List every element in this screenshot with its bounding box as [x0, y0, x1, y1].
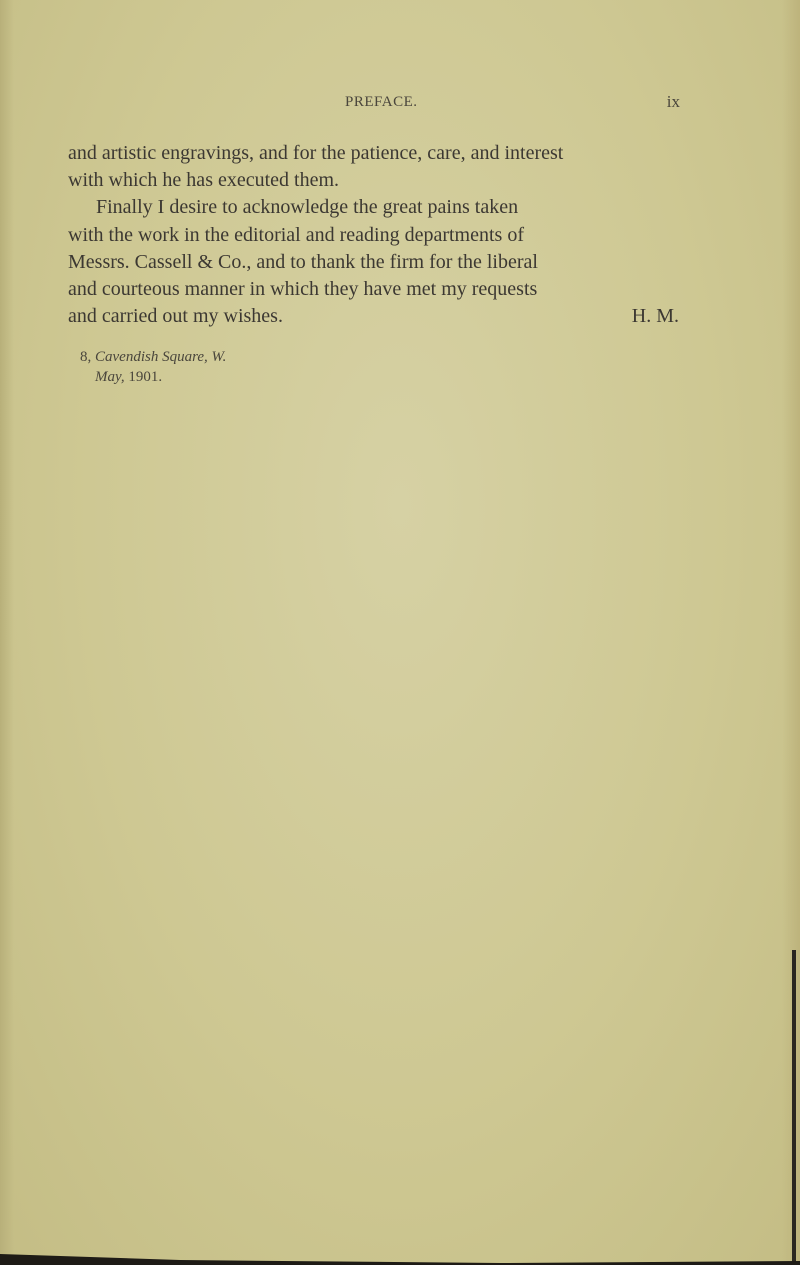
text-line: with the work in the editorial and reading departments of: [68, 223, 524, 246]
text-line: and artistic engravings, and for the patience, care, and interest: [68, 142, 564, 164]
address-line-2: [80, 367, 226, 387]
address-number: 8,: [80, 349, 92, 365]
running-head-title: PREFACE.: [345, 94, 418, 110]
address-street: Cavendish Square, W.: [95, 349, 227, 365]
address-year: 1901.: [128, 369, 163, 385]
paragraph-2: [68, 194, 683, 303]
running-head: [70, 94, 680, 116]
signature: H. M.: [631, 305, 679, 328]
address-block: [80, 347, 226, 387]
page-right-edge-shadow: [782, 0, 800, 1265]
page-left-edge-shadow: [0, 0, 14, 1265]
page-bottom-edge: [0, 1251, 800, 1265]
text-line: Finally I desire to acknowledge the great pains taken: [96, 196, 519, 219]
address-month: May,: [95, 369, 125, 385]
paragraph-1: [68, 140, 683, 194]
text-line: with which he has executed them.: [68, 169, 340, 192]
closing-line: [68, 303, 683, 330]
binding-line: [792, 950, 796, 1265]
text-line: and courteous manner in which they have met my requests: [68, 278, 538, 301]
text-line: Messrs. Cassell & Co., and to thank the firm for the liberal: [68, 250, 538, 273]
preface-text: [68, 140, 683, 330]
text-line: and carried out my wishes.: [68, 305, 283, 328]
page-number: ix: [666, 92, 680, 111]
address-line-1: [80, 347, 226, 367]
